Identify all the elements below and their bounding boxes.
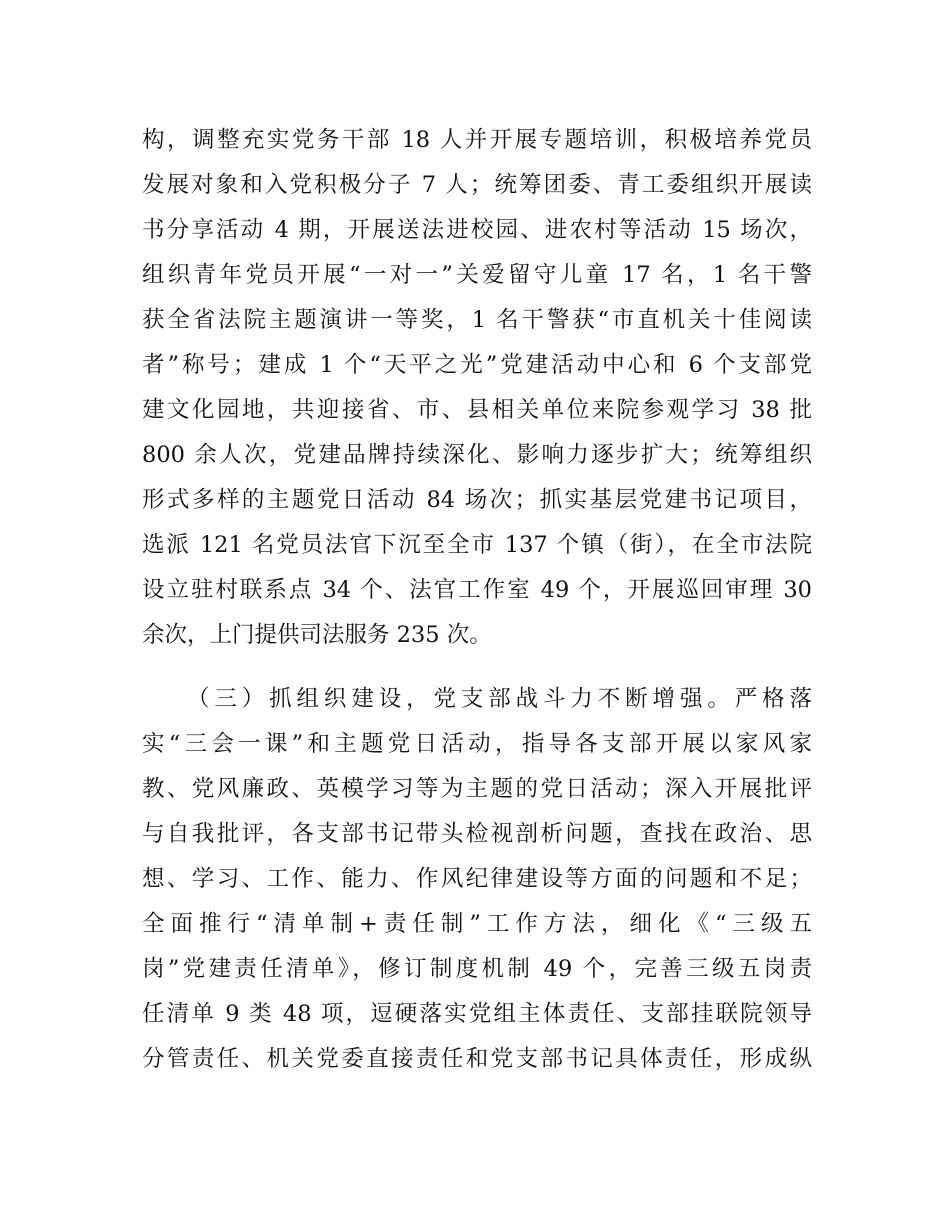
paragraph-line: 800 余人次，党建品牌持续深化、影响力逐步扩大；统筹组织 — [142, 442, 812, 468]
paragraph-line: 形式多样的主题党日活动 84 场次；抓实基层党建书记项目， — [142, 487, 812, 513]
paragraph-line: 想、学习、工作、能力、作风纪律建设等方面的问题和不足； — [142, 866, 812, 892]
paragraph-line: 全面推行“清单制+责任制”工作方法，细化《“三级五 — [142, 911, 812, 937]
paragraph-line: 获全省法院主题演讲一等奖，1 名干警获“市直机关十佳阅读 — [142, 307, 812, 333]
paragraph-line: 与自我批评，各支部书记带头检视剖析问题，查找在政治、思 — [142, 821, 812, 847]
paragraph-line: 建文化园地，共迎接省、市、县相关单位来院参观学习 38 批 — [142, 397, 812, 423]
paragraph-line: 构，调整充实党务干部 18 人并开展专题培训，积极培养党员 — [142, 127, 812, 153]
paragraph-line: 设立驻村联系点 34 个、法官工作室 49 个，开展巡回审理 30 — [142, 577, 812, 603]
paragraph-2 — [142, 677, 812, 1082]
paragraph-line: 实“三会一课”和主题党日活动，指导各支部开展以家风家 — [142, 731, 812, 757]
paragraph-line: 选派 121 名党员法官下沉至全市 137 个镇（街），在全市法院 — [142, 532, 812, 558]
paragraph-line: 岗”党建责任清单》，修订制度机制 49 个，完善三级五岗责 — [142, 956, 812, 982]
paragraph-heading-line: （三）抓组织建设，党支部战斗力不断增强。严格落 — [187, 686, 812, 712]
paragraph-line: 分管责任、机关党委直接责任和党支部书记具体责任，形成纵 — [142, 1046, 812, 1072]
paragraph-spacer — [142, 658, 812, 677]
paragraph-line: 者”称号；建成 1 个“天平之光”党建活动中心和 6 个支部党 — [142, 352, 812, 378]
paragraph-line: 余次，上门提供司法服务 235 次。 — [142, 622, 492, 648]
paragraph-line: 组织青年党员开展“一对一”关爱留守儿童 17 名，1 名干警 — [142, 262, 812, 288]
paragraph-line: 书分享活动 4 期，开展送法进校园、进农村等活动 15 场次， — [142, 217, 812, 243]
paragraph-line: 教、党风廉政、英模学习等为主题的党日活动；深入开展批评 — [142, 776, 812, 802]
document-body — [142, 118, 812, 1082]
paragraph-line: 发展对象和入党积极分子 7 人；统筹团委、青工委组织开展读 — [142, 172, 812, 198]
paragraph-line: 任清单 9 类 48 项，逗硬落实党组主体责任、支部挂联院领导 — [142, 1001, 812, 1027]
paragraph-1 — [142, 118, 812, 658]
